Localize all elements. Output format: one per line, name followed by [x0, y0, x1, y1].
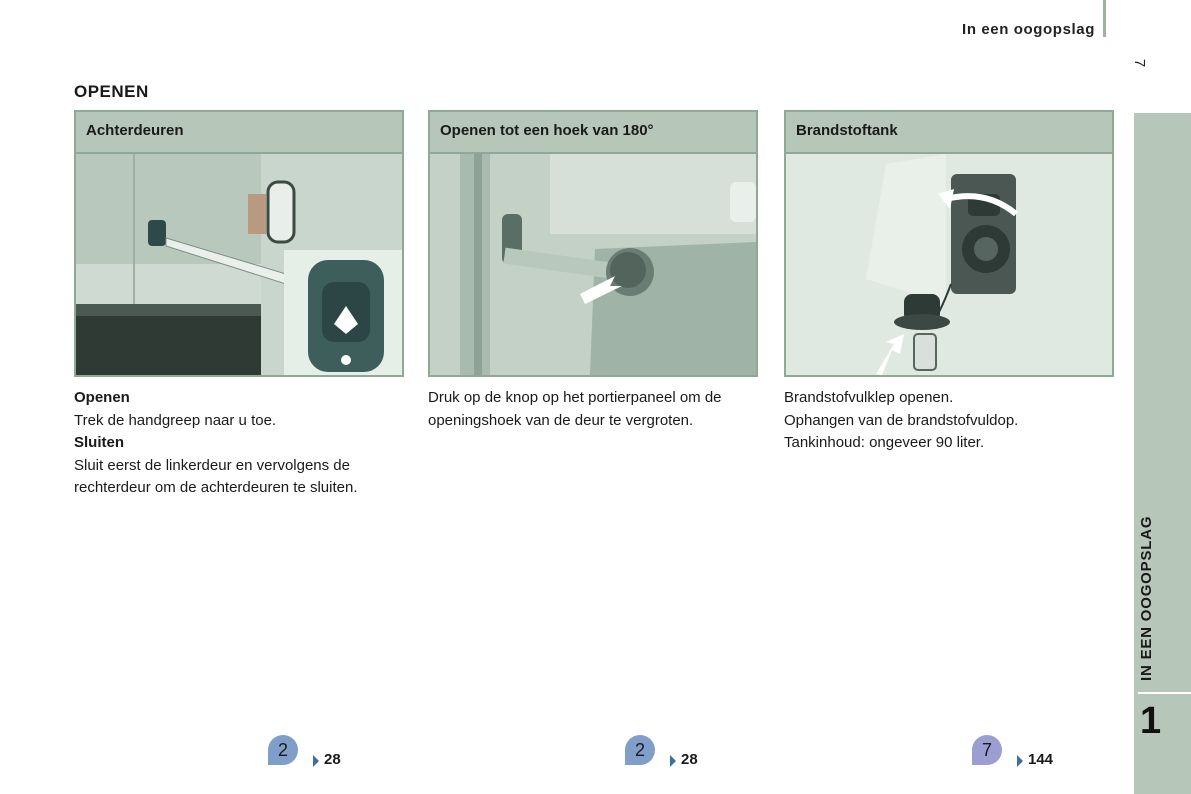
- instruction-text: Tankinhoud: ongeveer 90 liter.: [784, 434, 985, 451]
- page-reference-number: 28: [681, 751, 698, 768]
- chapter-number: 1: [1140, 700, 1162, 742]
- arrow-right-icon: [1017, 755, 1023, 767]
- subheading-close: Sluiten: [74, 434, 125, 451]
- header-divider: [1103, 0, 1106, 37]
- page-reference-number: 144: [1028, 751, 1054, 768]
- subheading-open: Openen: [74, 389, 130, 406]
- instruction-text: Brandstofvulklep openen.: [784, 389, 954, 406]
- instruction-text: Druk op de knop op het portierpaneel om de openingshoek van de deur te vergroten.: [428, 389, 722, 429]
- instruction-text: Sluit eerst de linkerdeur en vervolgens de rechterdeur om de achterdeuren te sluiten.: [74, 456, 358, 496]
- card-title: Achterdeuren: [76, 112, 402, 154]
- fuel-cap-illustration: [786, 154, 1112, 375]
- instruction-text: Trek de handgreep naar u toe.: [74, 411, 277, 429]
- page-number: 7: [1131, 58, 1148, 68]
- door-angle-text: [428, 387, 768, 432]
- card-rear-doors: [74, 110, 404, 377]
- rear-doors-text: [74, 387, 414, 500]
- running-header: In een oogopslag: [962, 21, 1095, 38]
- card-fuel-tank: [784, 110, 1114, 377]
- chapter-tab-label: IN EEN OOGOPSLAG: [1138, 515, 1155, 681]
- chapter-badge: 2: [268, 735, 298, 765]
- rear-door-handle-illustration: [76, 154, 402, 375]
- chapter-badge: 2: [625, 735, 655, 765]
- page-reference-number: 28: [324, 751, 341, 768]
- fuel-tank-text: [784, 387, 1124, 455]
- instruction-text: Ophangen van de brandstofvuldop.: [784, 411, 1019, 429]
- arrow-right-icon: [670, 755, 676, 767]
- door-panel-button-illustration: [430, 154, 756, 375]
- chapter-badge: 7: [972, 735, 1002, 765]
- card-title: Openen tot een hoek van 180°: [430, 112, 756, 154]
- card-title: Brandstoftank: [786, 112, 1112, 154]
- arrow-right-icon: [313, 755, 319, 767]
- chapter-tab-divider: [1138, 692, 1191, 694]
- card-door-angle: [428, 110, 758, 377]
- section-heading: OPENEN: [74, 82, 149, 101]
